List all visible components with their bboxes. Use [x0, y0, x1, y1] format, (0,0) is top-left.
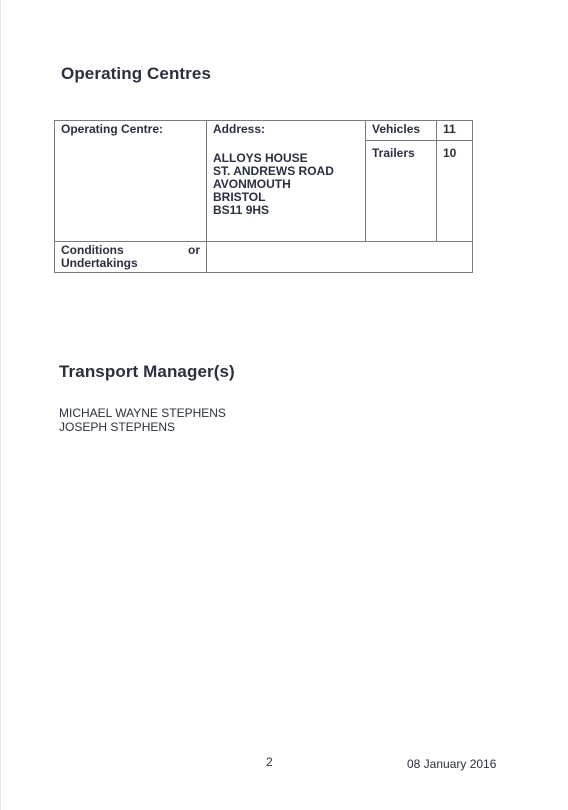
address-line: ST. ANDREWS ROAD [213, 164, 334, 178]
trailers-value: 10 [443, 146, 457, 160]
address-label: Address: [213, 122, 266, 136]
vehicles-trailers-value-cell [437, 121, 473, 242]
operating-centre-label: Operating Centre: [61, 122, 164, 136]
page-number: 2 [266, 755, 273, 769]
transport-manager-list [59, 406, 226, 434]
undertakings-label: Undertakings [61, 256, 138, 270]
section-heading-transport-managers: Transport Manager(s) [59, 362, 235, 381]
address-line: BS11 9HS [213, 203, 270, 217]
address-line: AVONMOUTH [213, 177, 291, 191]
address-cell [207, 121, 366, 242]
conditions-value-cell [207, 242, 473, 273]
vehicles-value: 11 [443, 122, 456, 136]
address-line: ALLOYS HOUSE [213, 151, 308, 165]
transport-manager-name: JOSEPH STEPHENS [59, 420, 176, 434]
conditions-label-cell [55, 242, 207, 273]
conditions-label: Conditions [61, 243, 124, 257]
address-block [213, 152, 359, 217]
section-heading-operating-centres: Operating Centres [61, 64, 212, 83]
vehicles-trailers-label-cell [366, 121, 437, 242]
trailers-label: Trailers [372, 146, 415, 160]
transport-manager-name: MICHAEL WAYNE STEPHENS [59, 406, 226, 420]
operating-centres-table [54, 120, 473, 273]
address-line: BRISTOL [213, 190, 266, 204]
operating-centre-label-cell [55, 121, 207, 242]
conditions-or-label: or [188, 243, 200, 257]
footer-date: 08 January 2016 [407, 757, 497, 771]
vehicles-label: Vehicles [372, 122, 421, 136]
